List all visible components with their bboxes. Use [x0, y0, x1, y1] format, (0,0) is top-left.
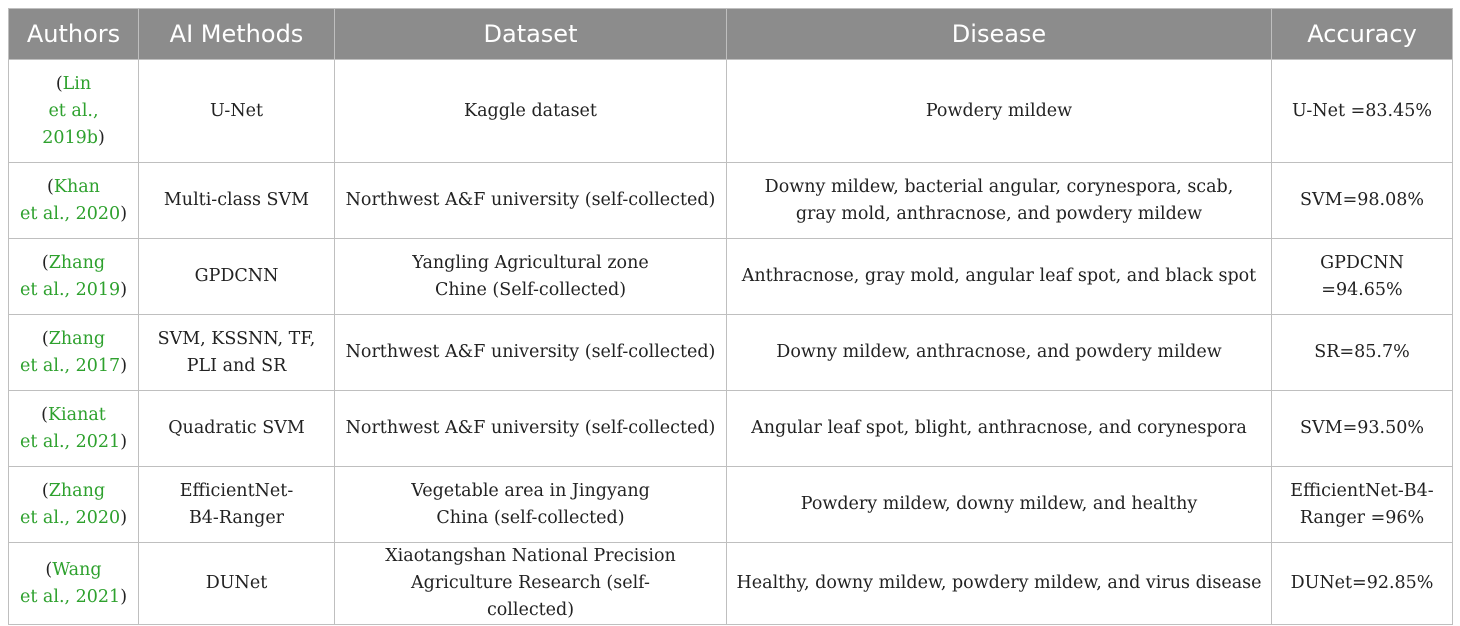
disease-cell: Powdery mildew	[727, 60, 1272, 163]
disease-cell: Healthy, downy mildew, powdery mildew, and virus disease	[727, 543, 1272, 625]
method-cell: EfficientNet-B4-Ranger	[139, 467, 335, 543]
method-cell: DUNet	[139, 543, 335, 625]
header-row	[9, 9, 1453, 60]
author-cell: (Zhang et al., 2019)	[9, 239, 139, 315]
table-row	[9, 467, 1453, 543]
dataset-cell: Northwest A&F university (self-collected)	[335, 163, 727, 239]
dataset-cell: Northwest A&F university (self-collected)	[335, 391, 727, 467]
method-cell: SVM, KSSNN, TF, PLI and SR	[139, 315, 335, 391]
author-cell: (Zhang et al., 2017)	[9, 315, 139, 391]
dataset-cell: Northwest A&F university (self-collected)	[335, 315, 727, 391]
author-cell: (Kianat et al., 2021)	[9, 391, 139, 467]
author-cell: (Lin et al., 2019b)	[9, 60, 139, 163]
citation-link[interactable]: Zhang et al., 2020	[19, 480, 121, 528]
accuracy-cell: U-Net =83.45%	[1272, 60, 1453, 163]
method-cell: Quadratic SVM	[139, 391, 335, 467]
header-ai-methods: AI Methods	[139, 9, 335, 60]
table-row	[9, 239, 1453, 315]
accuracy-cell: SVM=93.50%	[1272, 391, 1453, 467]
results-table	[8, 8, 1453, 625]
header-disease: Disease	[727, 9, 1272, 60]
accuracy-cell: GPDCNN =94.65%	[1272, 239, 1453, 315]
citation-link[interactable]: Khan et al., 2020	[19, 176, 121, 224]
method-cell: U-Net	[139, 60, 335, 163]
table-row	[9, 60, 1453, 163]
results-table-container	[8, 8, 1452, 625]
table-row	[9, 391, 1453, 467]
accuracy-cell: SVM=98.08%	[1272, 163, 1453, 239]
accuracy-cell: SR=85.7%	[1272, 315, 1453, 391]
header-accuracy: Accuracy	[1272, 9, 1453, 60]
header-authors: Authors	[9, 9, 139, 60]
citation-link[interactable]: Lin et al., 2019b	[42, 73, 99, 148]
citation-link[interactable]: Zhang et al., 2017	[19, 328, 121, 376]
table-row	[9, 315, 1453, 391]
dataset-cell: Vegetable area in Jingyang China (self-collected)	[335, 467, 727, 543]
table-row	[9, 163, 1453, 239]
disease-cell: Angular leaf spot, blight, anthracnose, and corynespora	[727, 391, 1272, 467]
accuracy-cell: DUNet=92.85%	[1272, 543, 1453, 625]
table-row	[9, 543, 1453, 625]
accuracy-cell: EfficientNet-B4-Ranger =96%	[1272, 467, 1453, 543]
citation-link[interactable]: Kianat et al., 2021	[19, 404, 121, 452]
dataset-cell: Xiaotangshan National Precision Agriculture Research (self-collected)	[335, 543, 727, 625]
disease-cell: Anthracnose, gray mold, angular leaf spot, and black spot	[727, 239, 1272, 315]
method-cell: Multi-class SVM	[139, 163, 335, 239]
disease-cell: Downy mildew, anthracnose, and powdery mildew	[727, 315, 1272, 391]
dataset-cell: Yangling Agricultural zone Chine (Self-collected)	[335, 239, 727, 315]
citation-link[interactable]: Wang et al., 2021	[19, 559, 121, 607]
author-cell: (Wang et al., 2021)	[9, 543, 139, 625]
method-cell: GPDCNN	[139, 239, 335, 315]
header-dataset: Dataset	[335, 9, 727, 60]
disease-cell: Powdery mildew, downy mildew, and healthy	[727, 467, 1272, 543]
author-cell: (Khan et al., 2020)	[9, 163, 139, 239]
dataset-cell: Kaggle dataset	[335, 60, 727, 163]
disease-cell: Downy mildew, bacterial angular, corynespora, scab, gray mold, anthracnose, and powdery mildew	[727, 163, 1272, 239]
author-cell: (Zhang et al., 2020)	[9, 467, 139, 543]
citation-link[interactable]: Zhang et al., 2019	[19, 252, 121, 300]
